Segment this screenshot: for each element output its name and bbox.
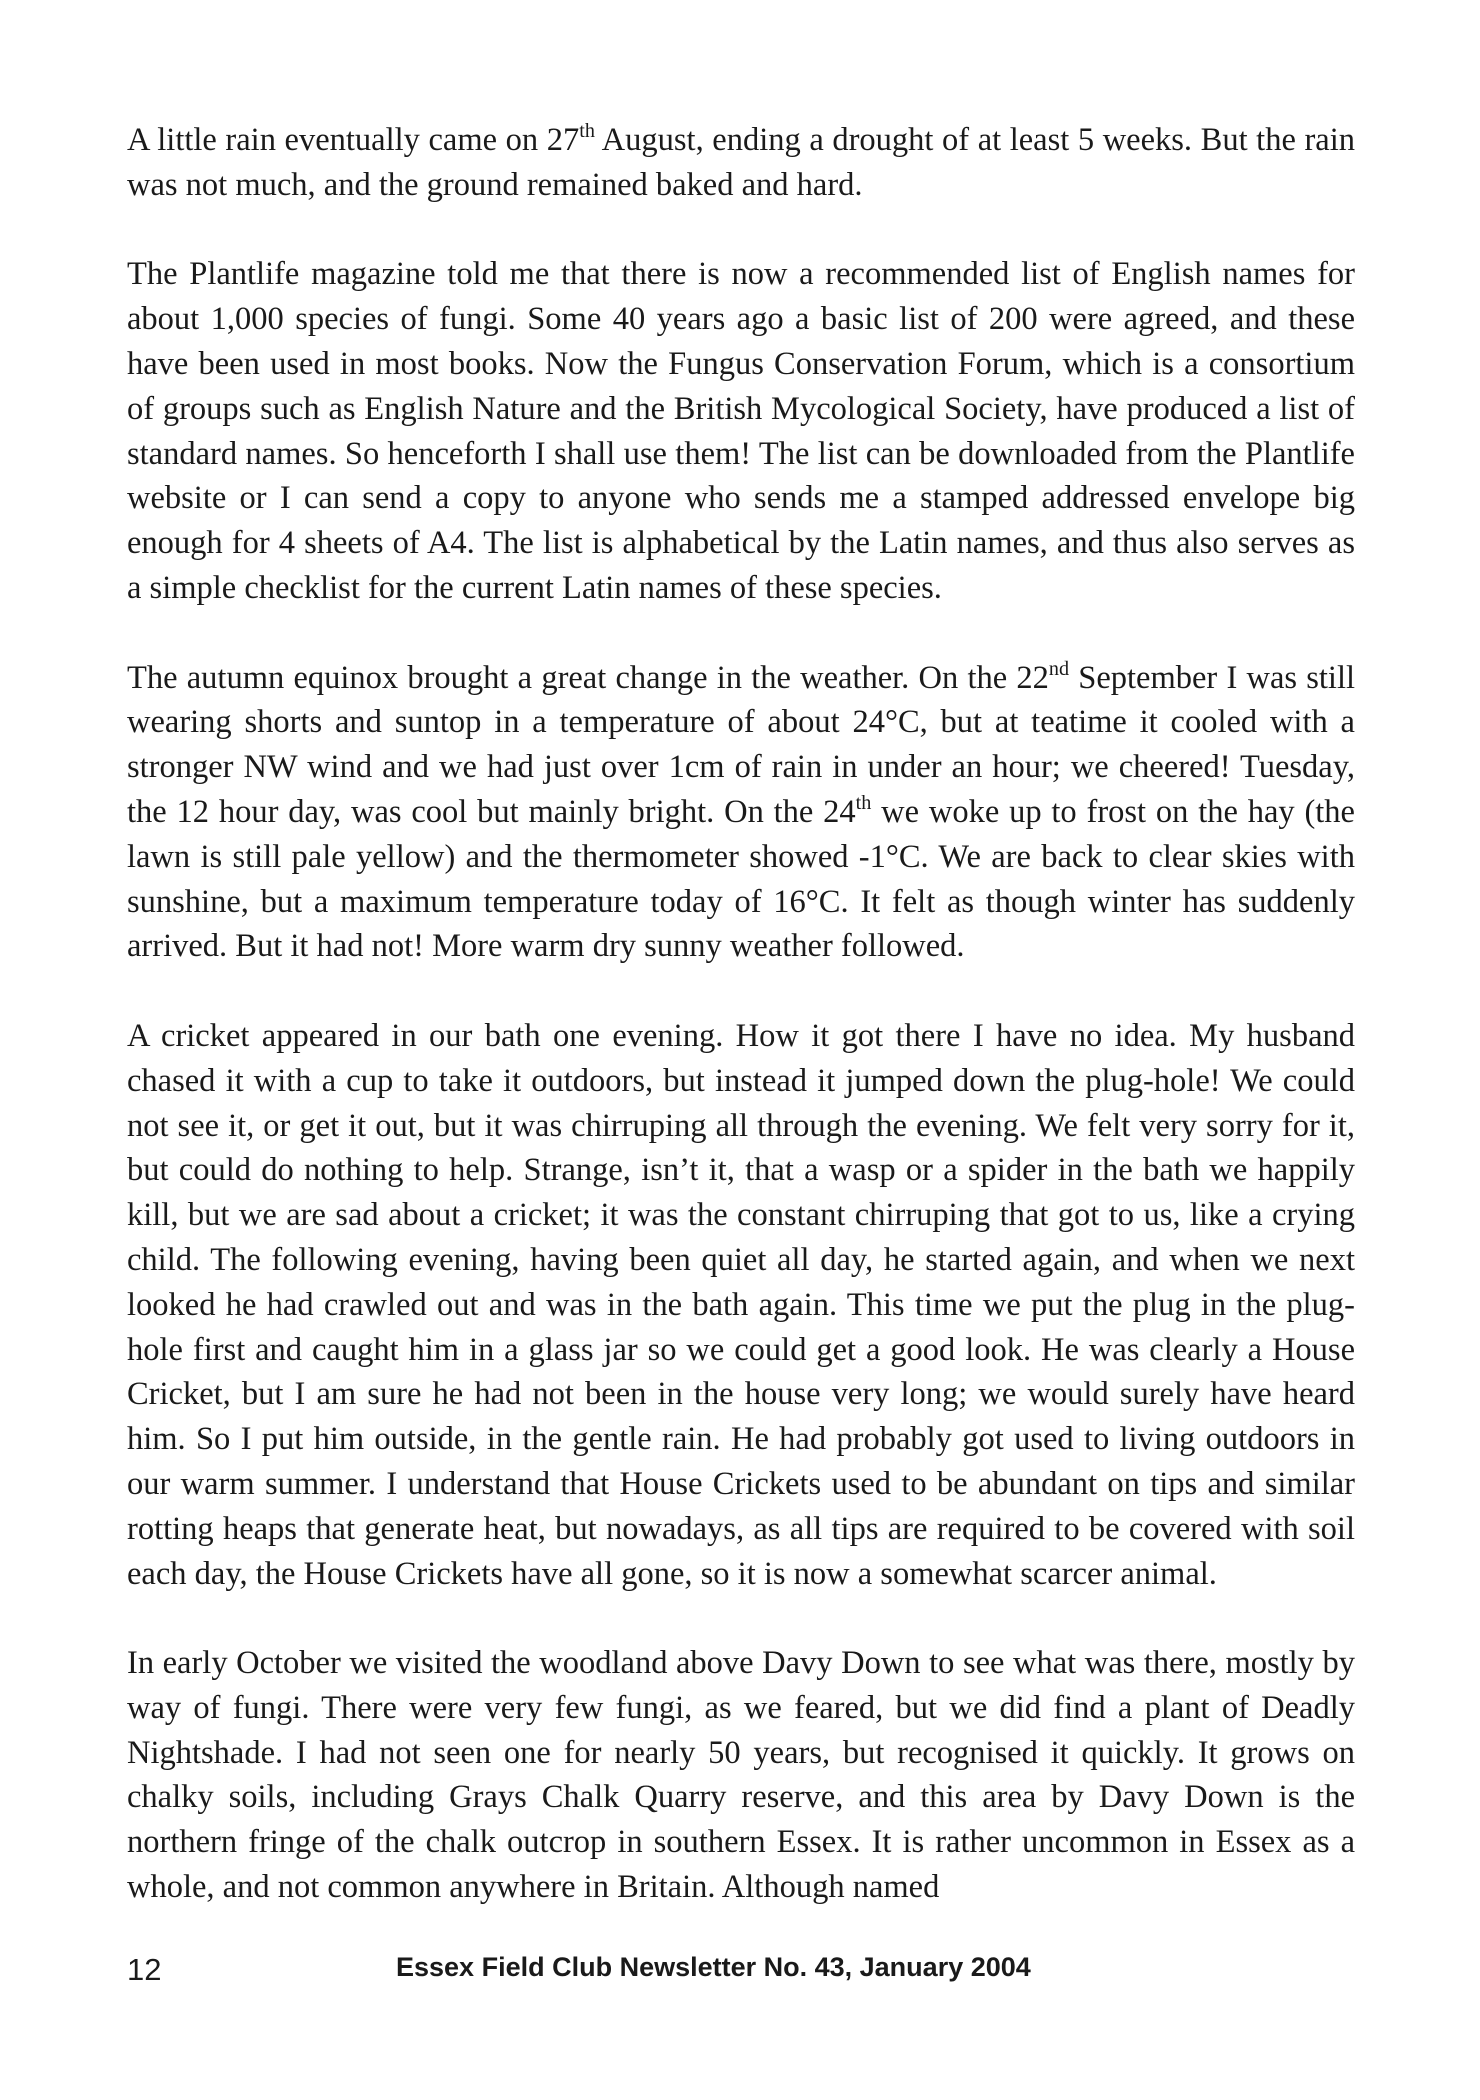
paragraph (127, 1641, 1355, 1910)
text-run: A cricket appeared in our bath one evening. How it got there I have no idea. My husband chased it with a cup to take it outdoors, but instead it jumped down the plug-hole! We could not see it, or get it out, but it was chirruping all through the evening. We felt very sorry for it, but could do nothing to help. Strange, isn’t it, that a wasp or a spider in the bath we happily kill, but we are sad about a cricket; it was the constant chirruping that got to us, like a crying child. The following evening, having been quiet all day, he started again, and when we next looked he had crawled out and was in the bath again. This time we put the plug in the plug-hole first and caught him in a glass jar so we could get a good look. He was clearly a House Cricket, but I am sure he had not been in the house very long; we would surely have heard him. So I put him outside, in the gentle rain. He had probably got used to living outdoors in our warm summer. I understand that House Crickets used to be abundant on tips and similar rotting heaps that generate heat, but nowadays, as all tips are required to be covered with soil each day, the House Crickets have all gone, so it is now a somewhat scarcer animal. (127, 1017, 1355, 1592)
newsletter-footer-title: Essex Field Club Newsletter No. 43, January 2004 (396, 1952, 1031, 1982)
text-run: The autumn equinox brought a great change in the weather. On the 22 (127, 659, 1049, 696)
text-run: A little rain eventually came on 27 (127, 122, 580, 158)
text-run: September I was still wearing shorts and suntop in a temperature of about 24°C, but at teatime it cooled with a stronger NW wind and we had just over 1cm of rain in under an hour; we cheered! Tuesday, the 12 hour day, was cool but mainly bright. On the 24 (127, 659, 1356, 830)
ordinal-suffix: nd (1048, 657, 1070, 680)
page-number: 12 (127, 1952, 162, 1987)
paragraph (127, 252, 1355, 610)
text-run: In early October we visited the woodland above Davy Down to see what was there, mostly by way of fungi. There were very few fungi, as we feared, but we did find a plant of Deadly Nightshade. I had not seen one for nearly 50 years, but recognised it quickly. It grows on chalky soils, including Grays Chalk Quarry reserve, and this area by Davy Down is the northern fringe of the chalk outcrop in southern Essex. It is rather uncommon in Essex as a whole, and not common anywhere in Britain. Although named (127, 1645, 1355, 1906)
paragraph (127, 118, 1355, 208)
ordinal-suffix: th (855, 792, 872, 815)
paragraph (127, 656, 1355, 970)
page-footer (127, 1952, 1355, 1996)
text-run: The Plantlife magazine told me that there is now a recommended list of English names for about 1,000 species of fungi. Some 40 years ago a basic list of 200 were agreed, and these have been used in most books. Now the Fungus Conservation Forum, which is a consortium of groups such as English Nature and the British Mycological Society, have produced a list of standard names. So henceforth I shall use them! The list can be downloaded from the Plantlife website or I can send a copy to anyone who sends me a stamped addressed envelope big enough for 4 sheets of A4. The list is alphabetical by the Latin names, and thus also serves as a simple checklist for the current Latin names of these species. (127, 256, 1355, 606)
paragraph (127, 1014, 1355, 1596)
text-run: August, ending a drought of at least 5 weeks. But the rain was not much, and the ground remained baked and hard. (127, 122, 1355, 203)
text-run: we woke up to frost on the hay (the lawn is still pale yellow) and the thermometer showed -1°C. We are back to clear skies with sunshine, but a maximum temperature today of 16°C. It felt as though winter has suddenly arrived. But it had not! More warm dry sunny weather followed. (127, 793, 1355, 965)
article-body (127, 118, 1355, 1910)
ordinal-suffix: th (579, 120, 595, 143)
